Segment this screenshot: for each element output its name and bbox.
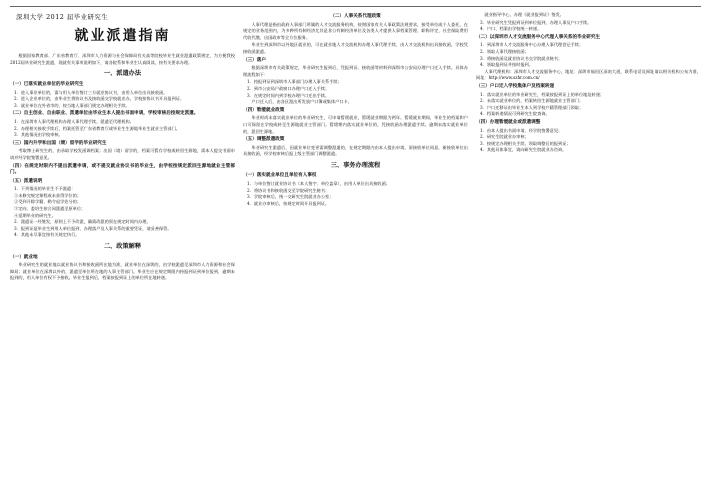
list-item: 4．其他未尽事宜按有关规定执行。 — [14, 232, 80, 238]
paragraph: 考取博士研究生的，由录取学校发函调档案；出国（境）留学的，档案可暂存学校或转回生源地，需本人提交书面申请并经学院签署意见。 — [10, 148, 235, 160]
subsection-1-3: （三）国内升学和出国（境）留学的毕业研究生 — [10, 140, 107, 146]
list-item: 3．毕业研究生凭报到证到单位报到，办理人事及户口手续。 — [480, 19, 592, 25]
subsection-2-2: （二）人事关系代理政策 — [330, 14, 381, 19]
subsection-2-1: （一）就业地 — [10, 254, 38, 260]
paragraph: 人事代理机构：深圳市人才交流服务中心，地址：深圳市福田区深南大道，联系电话及网址请以相关机构公布为准，网址：http://www.szhr.com.cn/ — [476, 68, 701, 81]
list-item: 2．将协议书和接收函交至学院研究生秘书； — [247, 187, 330, 193]
list-item: 1．落实就业单位的毕业研究生，档案按报到证上的单位地址转递； — [480, 91, 605, 97]
list-item: ③定向、委培生按合同派遣至原单位； — [14, 206, 86, 212]
section-2-heading: 二、政策解释 — [103, 243, 142, 251]
paragraph: 毕业研究生派遣后，因就业单位变更需调整派遣的，在规定期限内由本人提出申请，原接收单位同意，新接收单位出具接收函，经学校审核后报上级主管部门调整派遣。 — [243, 144, 468, 157]
list-item: 2．派遣证一经签发，原则上不予改派，确需改派的须在规定时间内办理。 — [14, 219, 151, 225]
column-1 — [10, 12, 235, 495]
section-1-heading: 一、派遣办法 — [103, 70, 142, 78]
list-item: 4．户口、档案由学校统一转递。 — [480, 26, 542, 32]
subsection-3-3: （三）户口迁入学校集体户及档案转递 — [476, 83, 555, 89]
list-item: 2．领取人事代理接收函； — [480, 48, 529, 54]
list-item: 2．办理相关接收手续后，档案托管至广东省教育厅或毕业生生源地毕业生就业主管部门。 — [14, 125, 180, 131]
list-item: 3．将接收函及就业协议书交学院就业秘书； — [480, 55, 563, 61]
list-item: 1．到深圳市人才交流服务中心办理人事代理登记手续； — [480, 42, 584, 48]
list-item: 1．由本人提出书面申请，经学院签署意见； — [480, 127, 563, 133]
header-school: 深圳大学 2012 届毕业研究生 — [16, 13, 109, 21]
list-item: 2．到市公安局户政窗口办理户口迁入手续； — [247, 85, 330, 91]
list-item: 3．在规定时间内到学校办理户口迁出手续。 — [247, 92, 330, 98]
list-item: 1．下列情况的毕业生不予派遣： — [14, 186, 76, 192]
column-3 — [476, 12, 701, 495]
paragraph: 户口迁入后，由各区派出所发放户口簿或集体户口卡。 — [251, 99, 352, 105]
list-item: 3．户口迁移证由毕业生本人到学校户籍管理部门领取； — [480, 104, 584, 110]
subsection-2-3: （三）落户 — [243, 57, 266, 63]
list-item: 3．学院审核后，统一交研究生院就业办公室； — [247, 194, 334, 200]
subsection-1-1: （一）已落实就业单位的毕业研究生 — [10, 81, 84, 87]
paragraph: 毕业生到深圳市以外地区就业的，可在就业地人才交流机构办理人事代理手续，由人才交流机构出具接收函，学校凭接收函派遣。 — [243, 42, 468, 54]
paragraph: 就业指导中心，办理《就业报到证》签发。 — [484, 12, 564, 17]
list-item: 2．进入企业单位的，由毕业生将协议书及接收函交学校就业办，学校按协议书开具报到证。 — [14, 96, 185, 102]
subsection-2-5: （五）调整派遣政策 — [243, 137, 285, 143]
paragraph: 人事代理是指由政府人事部门所属的人才交流服务机构，按照国家有关人事政策法规要求，接受单位或个人委托，在规定的业务范围内，为多种所有制经济尤其是非公有制经济单位及各类人才提供人事档案管理、职称评定、社会保险费用代收代缴、出国政审等全方位服务。 — [243, 21, 468, 40]
list-item: 1．在深圳市人事代理机构办理人事代理手续，派遣至代理机构。 — [14, 118, 134, 124]
subsection-3-2: （二）以深圳市人才交流服务中心代理人事关系的毕业研究生 — [476, 34, 601, 40]
subsection-1-4: （四）在规定时限内不提出派遣申请，或不提交就业协议书的毕业生，由学校按规定派回生源地就业主管部门。 — [10, 163, 235, 176]
list-item: 3．其他情况由学校审核。 — [14, 132, 63, 138]
list-item: 3．按规定办理相关手续，领取调整后的报到证； — [480, 140, 571, 146]
list-item: ②受到开除学籍、勒令退学处分的； — [14, 199, 82, 205]
subsection-1-5: （五）派遣说明 — [10, 178, 43, 184]
subsection-3-4: （四）办理暂缓就业或派遣调整 — [476, 119, 541, 125]
list-item: 2．未落实就业单位的，档案转回生源地就业主管部门； — [480, 98, 584, 104]
column-2 — [243, 12, 468, 495]
subsection-1-2: （二）自主创业、自由职业、派遣单位由毕业生本人提出书面申请，学校审核后按规定派遣。 — [10, 111, 199, 117]
subsection-3-1: （一）落实就业单位且单位有人事权 — [243, 173, 317, 179]
list-item: 3．报到证是毕业生到用人单位报到、办理落户及人事关系的重要凭证，请妥善保管。 — [14, 225, 172, 231]
list-item: 1．进入事业单位的，需与用人单位签订三方就业协议书，由用人单位出具接收函。 — [14, 89, 168, 95]
list-item: 4．档案转递情况可到研究生院查询。 — [480, 111, 550, 117]
list-item: 2．研究生院就业办审核； — [480, 134, 529, 140]
paragraph: 毕业研究生的就业地以就业协议书和接收函所在地为准，就业单位在深圳的，由学校派遣至深圳市人力资源和社会保障局；就业单位在深圳以外的，派遣至单位所在地的人事主管部门。毕业生应在规定期限内持报到证到单位报到，逾期未报到的，用人单位有权不予接收。毕业生报到后，档案按报到证上的单位所在地转递。 — [10, 262, 235, 281]
top-rule — [10, 6, 701, 7]
list-item: 4．就业办审核后，按规定时间开具报到证。 — [247, 200, 330, 206]
list-item: 1．持报到证到深圳市人事部门办理人事关系手续； — [247, 79, 342, 85]
section-3-heading: 三、事务办理流程 — [330, 161, 381, 169]
list-item: 4．其他具体事宜，请向研究生院就业办咨询。 — [480, 147, 567, 153]
paragraph: 毕业时尚未落实就业单位的毕业研究生，可申请暂缓就业，暂缓就业期限为两年。暂缓就业期间，毕业生的档案和户口可保留在学校或转至生源地就业主管部门。暂缓期内落实就业单位的，凭接收函办理派遣手续。逾期未落实就业单位的，派回生源地。 — [243, 115, 468, 134]
subsection-2-4: （四）暂缓就业政策 — [243, 107, 285, 113]
list-item: 4．领取报到证并按时报到。 — [480, 62, 533, 68]
list-item: 1．与单位签订就业协议书（本人签字、单位盖章），由用人单位出具接收函； — [247, 181, 390, 187]
intro-paragraph: 根据国家教育部、广东省教育厅、深圳市人力资源与社会保障局有关高等院校毕业生就业派遣政策规定，为方便我校2012届毕业研究生派遣，现就有关事项说明如下，请各院系和毕业生认真阅读，按有关要求办理。 — [10, 53, 235, 65]
list-item: 3．就业单位在外省市的，按当地人事部门规定办理相关手续。 — [14, 102, 130, 108]
list-item: ①未修完规定课程或未获得学位的； — [14, 192, 82, 198]
page-title: 就业派遣指南 — [74, 27, 171, 44]
paragraph: 根据深圳市有关政策规定，毕业研究生报到后，凭报到证、接收函等材料到深圳市公安局办理户口迁入手续。具体办理流程如下： — [243, 65, 468, 77]
list-item: ④延期毕业的研究生。 — [14, 212, 56, 218]
